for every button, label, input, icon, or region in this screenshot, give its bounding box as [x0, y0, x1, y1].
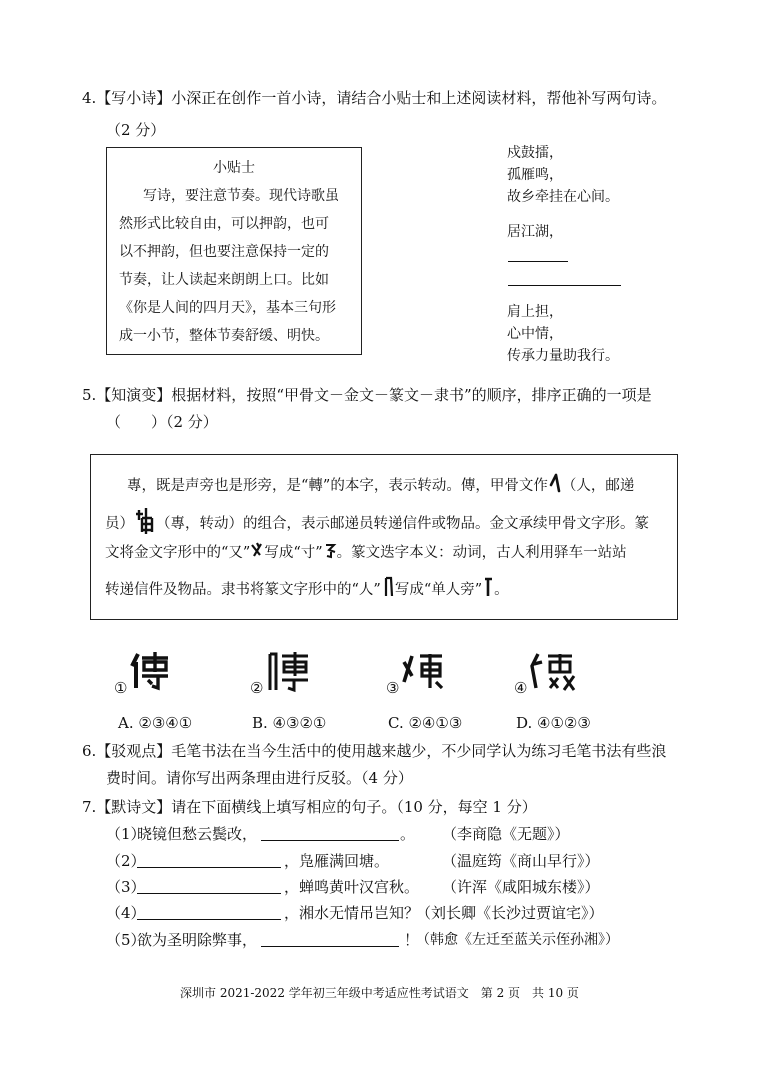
material-text: 员）	[105, 516, 134, 532]
q7-item-source: （李商隐《无题》）	[442, 825, 570, 843]
option-b[interactable]: B. ④③②①	[252, 714, 327, 732]
q7-item-post: ，凫雁满回塘。	[284, 852, 390, 870]
glyph-number: ②	[250, 679, 264, 697]
tip-line: 《你是人间的四月天》，基本三句形	[119, 300, 336, 316]
clerical-chuan-glyph-icon	[128, 650, 172, 692]
q7-blank-2[interactable]	[137, 867, 281, 868]
poem-line: 戍鼓擂，	[507, 145, 563, 161]
glyph-number: ①	[114, 679, 128, 697]
poem-line: 肩上担，	[507, 304, 563, 320]
poem-line: 心中情，	[507, 326, 563, 342]
q7-blank-1[interactable]	[261, 840, 399, 841]
q7-item-number: （4）	[106, 904, 146, 922]
material-text: 專，既是声旁也是形旁，是“轉”的本字，表示转动。傳，甲骨文作	[127, 478, 548, 494]
material-text: （人，邮递	[561, 478, 635, 494]
q7-item-post: 。	[400, 825, 416, 843]
tip-box	[106, 147, 362, 355]
tip-title: 小贴士	[213, 160, 255, 176]
q6-prompt-line1: 6.【驳观点】毛笔书法在当今生活中的使用越来越少，不少同学认为练习毛笔书法有些浪	[82, 742, 667, 760]
poem-line: 孤雁鸣，	[507, 167, 563, 183]
q7-item-source: （许浑《咸阳城东楼》）	[442, 878, 600, 896]
q7-blank-3[interactable]	[137, 893, 281, 894]
oracle-chuan-glyph-icon	[400, 652, 448, 692]
q7-item-post: ，蝉鸣黄叶汉宫秋。	[284, 878, 420, 896]
material-text: （專，转动）的组合，表示邮递员转递信件或物品。金文承续甲骨文字形。篆	[156, 516, 649, 532]
jinwen-chuan-glyph-icon	[528, 652, 578, 692]
material-text: 写成“单人旁”	[394, 582, 483, 598]
q7-item-number: （3）	[106, 878, 146, 896]
oracle-zhuan-glyph-icon	[134, 506, 156, 542]
q7-item-number: （1）	[106, 825, 146, 843]
tip-line: 节奏，让人读起来朗朗上口。比如	[119, 272, 329, 288]
q7-blank-4[interactable]	[137, 919, 281, 920]
option-d[interactable]: D. ④①②③	[516, 714, 591, 732]
q5-prompt-line2: （ ）（2 分）	[106, 413, 218, 431]
seal-ren-glyph-icon	[381, 576, 395, 604]
oracle-ren-glyph-icon	[548, 473, 562, 499]
material-box	[90, 454, 678, 620]
tip-line: 成一小节，整体节奏舒缓、明快。	[119, 328, 329, 344]
material-text: 文将金文字形中的“又”	[105, 545, 251, 561]
material-row-3	[105, 541, 627, 565]
q6-prompt-line2: 费时间。请你写出两条理由进行反驳。（4 分）	[106, 769, 413, 787]
poem-line: 故乡牵挂在心间。	[507, 189, 619, 205]
material-row-2	[105, 506, 649, 542]
option-c[interactable]: C. ②④①③	[388, 714, 463, 732]
q4-prompt-line2: （2 分）	[106, 121, 166, 139]
q7-item-source: （韩愈《左迁至蓝关示侄孙湘》）	[416, 932, 619, 948]
material-row-1	[127, 473, 634, 499]
q7-item-source: （温庭筠《商山早行》）	[442, 852, 600, 870]
jinwen-you-glyph-icon	[250, 541, 264, 565]
q5-prompt-line1: 5.【知演变】根据材料，按照“甲骨文－金文－篆文－隶书”的顺序，排序正确的一项是	[82, 386, 652, 404]
material-text: 。	[494, 582, 509, 598]
q7-item-number: （5）	[106, 931, 146, 949]
material-text: 。篆文迭字本义：动词，古人利用驿车一站站	[336, 545, 627, 561]
material-text: 转递信件及物品。隶书将篆文字形中的“人”	[105, 582, 381, 598]
option-a[interactable]: A. ②③④①	[118, 714, 193, 732]
glyph-number: ③	[386, 679, 400, 697]
poem-line: 传承力量助我行。	[507, 348, 619, 364]
q7-item-post: ！	[404, 931, 420, 949]
q7-blank-5[interactable]	[261, 946, 399, 947]
material-text: 写成“寸”	[264, 545, 323, 561]
q4-prompt-line1: 4.【写小诗】小深正在创作一首小诗，请结合小贴士和上述阅读材料，帮他补写两句诗。	[82, 89, 667, 107]
clerical-ren-glyph-icon	[482, 576, 494, 604]
tip-line: 以不押韵，但也要注意保持一定的	[119, 244, 329, 260]
poem-blank-1[interactable]	[508, 261, 568, 262]
q7-item-source: （刘长卿《长沙过贾谊宅》）	[416, 904, 604, 922]
material-row-4	[105, 576, 509, 604]
q7-item-post: ，湘水无情吊岂知？	[284, 904, 420, 922]
q7-item-number: （2）	[106, 852, 146, 870]
q7-item-pre: 晓镜但愁云鬓改，	[137, 825, 258, 843]
page-footer: 深圳市 2021-2022 学年初三年级中考适应性考试语文 第 2 页 共 10 页	[180, 986, 579, 1000]
poem-line: 居江湖，	[507, 224, 563, 240]
tip-line: 然形式比较自由，可以押韵，也可	[119, 216, 329, 232]
tip-line: 写诗，要注意节奏。现代诗歌虽	[143, 188, 339, 204]
q7-item-pre: 欲为圣明除弊事，	[137, 931, 258, 949]
seal-chuan-glyph-icon	[264, 650, 312, 694]
q7-title: 7.【默诗文】请在下面横线上填写相应的句子。（10 分，每空 1 分）	[82, 798, 537, 816]
poem-blank-2[interactable]	[508, 285, 621, 286]
glyph-number: ④	[514, 679, 528, 697]
seal-cun-glyph-icon	[323, 541, 337, 565]
